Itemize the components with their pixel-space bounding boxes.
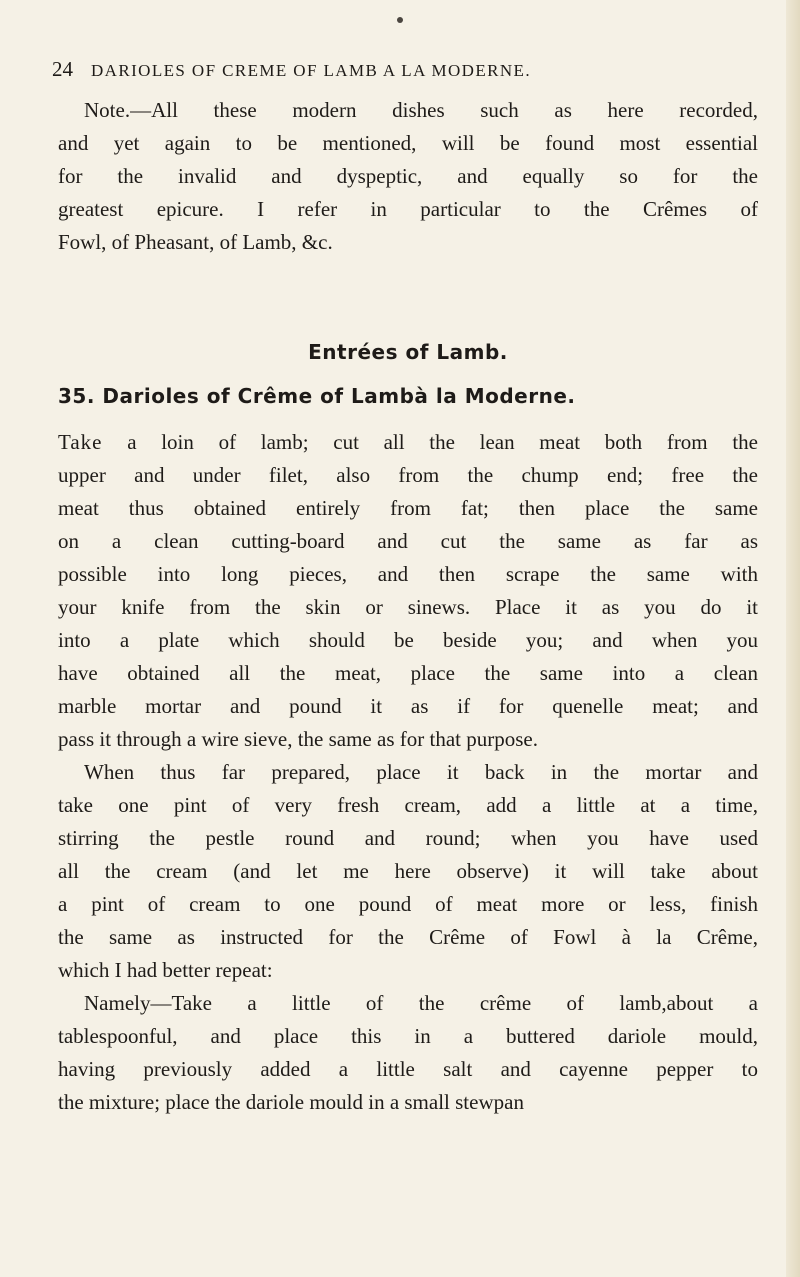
recipe-line: Namely—Take a little of the crême of lamb,about a	[84, 991, 758, 1015]
recipe-line-text: a loin of lamb; cut all the lean meat both from the	[102, 430, 758, 454]
section-heading: Entrées of Lamb.	[308, 340, 508, 364]
note-line: and yet again to be mentioned, will be found most essential	[58, 131, 758, 155]
recipe-line: take one pint of very fresh cream, add a little at a time,	[58, 793, 758, 817]
recipe-line: marble mortar and pound it as if for quenelle meat; and	[58, 694, 758, 718]
recipe-line: have obtained all the meat, place the same into a clean	[58, 661, 758, 685]
recipe-line: into a plate which should be beside you; and when you	[58, 628, 758, 652]
recipe-line: having previously added a little salt and cayenne pepper to	[58, 1057, 758, 1081]
recipe-line: pass it through a wire sieve, the same as for that purpose.	[58, 727, 538, 751]
note-line: greatest epicure. I refer in particular to the Crêmes of	[58, 197, 758, 221]
page-edge-shadow	[786, 0, 800, 1277]
running-head	[52, 57, 752, 83]
recipe-heading: 35. Darioles of Crême of Lambà la Moderne.	[58, 384, 576, 408]
recipe-line: meat thus obtained entirely from fat; then place the same	[58, 496, 758, 520]
recipe-paragraph	[58, 426, 758, 1119]
note-line: Note.—All these modern dishes such as here recorded,	[84, 98, 758, 122]
recipe-line: tablespoonful, and place this in a buttered dariole mould,	[58, 1024, 758, 1048]
recipe-first-word: Take	[58, 430, 103, 454]
recipe-line: stirring the pestle round and round; when you have used	[58, 826, 758, 850]
running-title: DARIOLES OF CREME OF LAMB A LA MODERNE.	[91, 61, 531, 80]
recipe-line	[58, 426, 758, 459]
recipe-line: all the cream (and let me here observe) it will take about	[58, 859, 758, 883]
recipe-line: the same as instructed for the Crême of Fowl à la Crême,	[58, 925, 758, 949]
page-number: 24	[52, 57, 73, 81]
recipe-line: on a clean cutting-board and cut the same as far as	[58, 529, 758, 553]
recipe-line: which I had better repeat:	[58, 958, 273, 982]
recipe-line: a pint of cream to one pound of meat more or less, finish	[58, 892, 758, 916]
note-paragraph	[58, 94, 758, 259]
note-line: Fowl, of Pheasant, of Lamb, &c.	[58, 230, 333, 254]
recipe-line: When thus far prepared, place it back in the mortar and	[84, 760, 758, 784]
recipe-line: the mixture; place the dariole mould in a small stewpan	[58, 1090, 524, 1114]
recipe-line: possible into long pieces, and then scrape the same with	[58, 562, 758, 586]
ink-speck	[397, 17, 403, 23]
recipe-line: upper and under filet, also from the chump end; free the	[58, 463, 758, 487]
recipe-line: your knife from the skin or sinews. Place it as you do it	[58, 595, 758, 619]
note-line: for the invalid and dyspeptic, and equally so for the	[58, 164, 758, 188]
